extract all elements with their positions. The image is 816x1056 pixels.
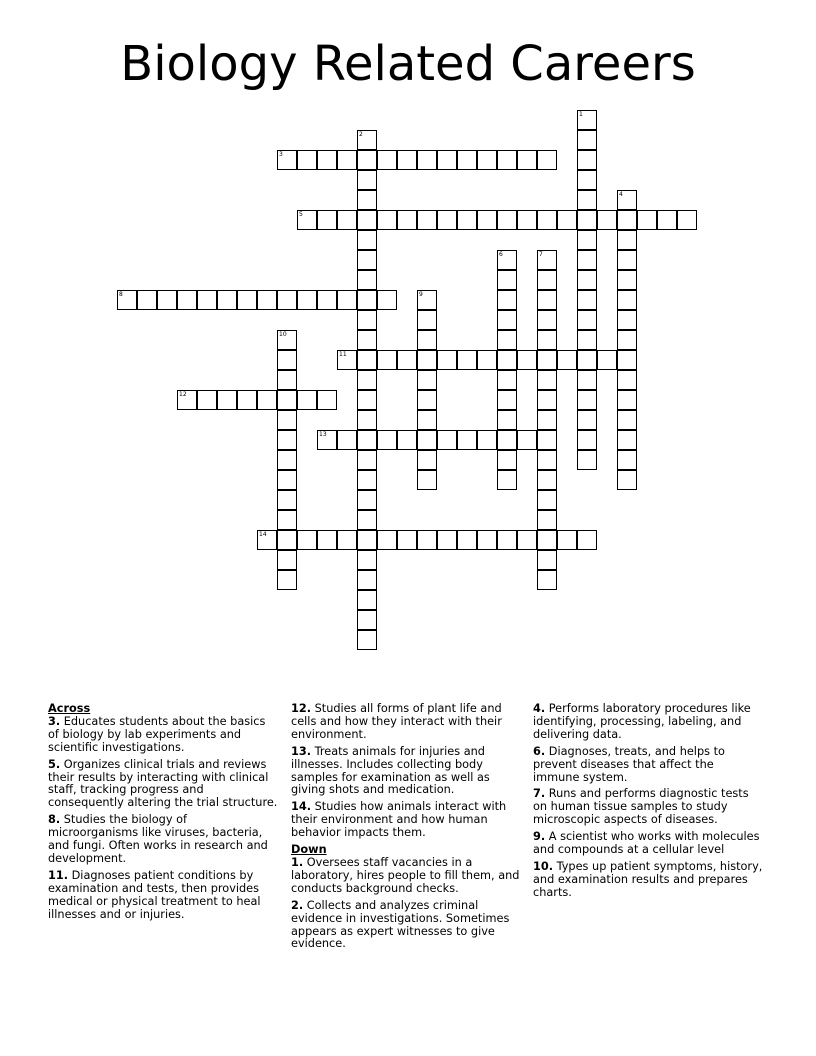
grid-cell[interactable] — [497, 250, 517, 270]
cell-number: 13 — [319, 431, 327, 438]
down-clue — [533, 861, 763, 900]
clue-number: 6. — [533, 744, 546, 758]
grid-cell[interactable] — [277, 570, 297, 590]
grid-cell[interactable] — [317, 210, 337, 230]
grid-cell[interactable] — [337, 350, 357, 370]
grid-cell[interactable] — [377, 150, 397, 170]
grid-cell[interactable] — [577, 370, 597, 390]
grid-cell[interactable] — [417, 290, 437, 310]
grid-cell[interactable] — [357, 150, 377, 170]
cell-number: 2 — [359, 131, 363, 138]
across-clue-list — [48, 716, 278, 922]
grid-cell[interactable] — [357, 490, 377, 510]
grid-cell[interactable] — [457, 530, 477, 550]
grid-cell[interactable] — [417, 530, 437, 550]
clues-column-2 — [291, 703, 521, 955]
grid-cell[interactable] — [537, 390, 557, 410]
grid-cell[interactable] — [617, 210, 637, 230]
cell-number: 3 — [279, 151, 283, 158]
grid-cell[interactable] — [357, 450, 377, 470]
grid-cell[interactable] — [617, 350, 637, 370]
grid-cell[interactable] — [617, 330, 637, 350]
grid-cell[interactable] — [217, 390, 237, 410]
grid-cell[interactable] — [317, 530, 337, 550]
clue-number: 9. — [533, 830, 546, 844]
cell-number: 4 — [619, 191, 623, 198]
grid-cell[interactable] — [497, 210, 517, 230]
clue-number: 3. — [48, 714, 61, 728]
grid-cell[interactable] — [217, 290, 237, 310]
grid-cell[interactable] — [437, 350, 457, 370]
grid-cell[interactable] — [557, 210, 577, 230]
grid-cell[interactable] — [337, 290, 357, 310]
grid-cell[interactable] — [357, 330, 377, 350]
grid-cell[interactable] — [497, 390, 517, 410]
grid-cell[interactable] — [497, 150, 517, 170]
down-clue — [291, 857, 521, 896]
grid-cell[interactable] — [277, 550, 297, 570]
grid-cell[interactable] — [517, 530, 537, 550]
grid-cell[interactable] — [317, 390, 337, 410]
grid-cell[interactable] — [517, 210, 537, 230]
grid-cell[interactable] — [177, 290, 197, 310]
grid-cell[interactable] — [577, 290, 597, 310]
cell-number: 10 — [279, 331, 287, 338]
grid-cell[interactable] — [277, 450, 297, 470]
grid-cell[interactable] — [457, 210, 477, 230]
grid-cell[interactable] — [537, 570, 557, 590]
cell-number: 1 — [579, 111, 583, 118]
clue-text: Organizes clinical trials and reviews their results by interacting with clinical staff, tracking progress and consequently altering the trial structure. — [48, 757, 278, 810]
grid-cell[interactable] — [397, 210, 417, 230]
grid-cell[interactable] — [357, 350, 377, 370]
grid-cell[interactable] — [537, 470, 557, 490]
grid-cell[interactable] — [417, 370, 437, 390]
grid-cell[interactable] — [377, 350, 397, 370]
clue-number: 10. — [533, 859, 554, 873]
grid-cell[interactable] — [397, 430, 417, 450]
grid-cell[interactable] — [297, 290, 317, 310]
grid-cell[interactable] — [477, 530, 497, 550]
clue-number: 12. — [291, 702, 312, 715]
clue-text: Performs laboratory procedures like identifying, processing, labeling, and delivering data. — [533, 702, 751, 741]
grid-cell[interactable] — [377, 430, 397, 450]
across-heading: Across — [48, 702, 91, 715]
grid-cell[interactable] — [577, 210, 597, 230]
grid-cell[interactable] — [517, 350, 537, 370]
clue-number: 13. — [291, 744, 312, 758]
clue-text: Studies how animals interact with their environment and how human behavior impacts them. — [291, 800, 507, 840]
grid-cell[interactable] — [497, 350, 517, 370]
grid-cell[interactable] — [537, 410, 557, 430]
grid-cell[interactable] — [437, 210, 457, 230]
clues-column-1 — [48, 703, 278, 926]
grid-cell[interactable] — [297, 150, 317, 170]
down-clue — [533, 746, 763, 785]
grid-cell[interactable] — [277, 290, 297, 310]
clue-number: 14. — [291, 800, 312, 814]
grid-cell[interactable] — [277, 510, 297, 530]
clue-number: 4. — [533, 702, 546, 715]
clue-text: Oversees staff vacancies in a laboratory, hires people to fill them, and conducts background checks. — [291, 855, 520, 895]
grid-cell[interactable] — [317, 150, 337, 170]
grid-cell[interactable] — [357, 370, 377, 390]
grid-cell[interactable] — [197, 390, 217, 410]
grid-cell[interactable] — [337, 430, 357, 450]
across-clue — [48, 759, 278, 811]
clue-text: Studies the biology of microorganisms like viruses, bacteria, and fungi. Often works in research and development. — [48, 813, 268, 865]
down-heading: Down — [291, 843, 327, 857]
grid-cell[interactable] — [277, 530, 297, 550]
grid-cell[interactable] — [617, 290, 637, 310]
cell-number: 8 — [119, 291, 123, 298]
grid-cell[interactable] — [437, 430, 457, 450]
grid-cell[interactable] — [677, 210, 697, 230]
down-clue — [533, 788, 763, 827]
grid-cell[interactable] — [617, 470, 637, 490]
grid-cell[interactable] — [577, 330, 597, 350]
grid-cell[interactable] — [497, 370, 517, 390]
grid-cell[interactable] — [357, 410, 377, 430]
grid-cell[interactable] — [397, 530, 417, 550]
grid-cell[interactable] — [477, 350, 497, 370]
grid-cell[interactable] — [337, 150, 357, 170]
grid-cell[interactable] — [277, 370, 297, 390]
clue-text: Collects and analyzes criminal evidence in investigations. Sometimes appears as expert witnesses to give evidence. — [291, 898, 510, 951]
grid-cell[interactable] — [577, 310, 597, 330]
grid-cell[interactable] — [577, 110, 597, 130]
grid-cell[interactable] — [237, 390, 257, 410]
grid-cell[interactable] — [577, 450, 597, 470]
clue-number: 1. — [291, 855, 304, 869]
clue-text: Diagnoses patient conditions by examination and tests, then provides medical or physical treatment to heal illnesses and or injuries. — [48, 868, 261, 921]
grid-cell[interactable] — [297, 390, 317, 410]
clue-text: Diagnoses, treats, and helps to prevent diseases that affect the immune system. — [533, 744, 725, 784]
grid-cell[interactable] — [637, 210, 657, 230]
grid-cell[interactable] — [617, 230, 637, 250]
grid-cell[interactable] — [577, 230, 597, 250]
grid-cell[interactable] — [277, 410, 297, 430]
grid-cell[interactable] — [537, 210, 557, 230]
grid-cell[interactable] — [537, 490, 557, 510]
grid-cell[interactable] — [277, 490, 297, 510]
grid-cell[interactable] — [557, 350, 577, 370]
grid-cell[interactable] — [357, 230, 377, 250]
grid-cell[interactable] — [257, 290, 277, 310]
grid-cell[interactable] — [337, 530, 357, 550]
clue-number: 2. — [291, 898, 304, 912]
grid-cell[interactable] — [357, 510, 377, 530]
cell-number: 14 — [259, 531, 267, 538]
grid-cell[interactable] — [577, 250, 597, 270]
grid-cell[interactable] — [457, 350, 477, 370]
grid-cell[interactable] — [497, 290, 517, 310]
grid-cell[interactable] — [157, 290, 177, 310]
grid-cell[interactable] — [537, 430, 557, 450]
grid-cell[interactable] — [357, 190, 377, 210]
grid-cell[interactable] — [617, 450, 637, 470]
grid-cell[interactable] — [457, 430, 477, 450]
grid-cell[interactable] — [537, 550, 557, 570]
grid-cell[interactable] — [437, 150, 457, 170]
grid-cell[interactable] — [417, 410, 437, 430]
grid-cell[interactable] — [117, 290, 137, 310]
grid-cell[interactable] — [617, 410, 637, 430]
cell-number: 7 — [539, 251, 543, 258]
cell-number: 12 — [179, 391, 187, 398]
grid-cell[interactable] — [537, 290, 557, 310]
grid-cell[interactable] — [497, 410, 517, 430]
grid-cell[interactable] — [517, 150, 537, 170]
grid-cell[interactable] — [537, 510, 557, 530]
grid-cell[interactable] — [617, 190, 637, 210]
grid-cell[interactable] — [577, 350, 597, 370]
clue-number: 11. — [48, 868, 69, 882]
across-clue — [291, 703, 521, 742]
down-clue — [533, 703, 763, 742]
grid-cell[interactable] — [277, 150, 297, 170]
grid-cell[interactable] — [357, 430, 377, 450]
grid-cell[interactable] — [277, 390, 297, 410]
grid-cell[interactable] — [517, 430, 537, 450]
grid-cell[interactable] — [257, 390, 277, 410]
grid-cell[interactable] — [497, 450, 517, 470]
grid-cell[interactable] — [297, 210, 317, 230]
clue-text: Runs and performs diagnostic tests on human tissue samples to study microscopic aspects of diseases. — [533, 787, 749, 827]
grid-cell[interactable] — [357, 310, 377, 330]
grid-cell[interactable] — [417, 390, 437, 410]
grid-cell[interactable] — [277, 430, 297, 450]
down-clue — [291, 900, 521, 952]
grid-cell[interactable] — [577, 150, 597, 170]
grid-cell[interactable] — [317, 430, 337, 450]
cell-number: 9 — [419, 291, 423, 298]
clue-text: Educates students about the basics of biology by lab experiments and scientific investigations. — [48, 714, 266, 754]
across-clue — [48, 716, 278, 755]
grid-cell[interactable] — [357, 550, 377, 570]
grid-cell[interactable] — [497, 470, 517, 490]
grid-cell[interactable] — [177, 390, 197, 410]
page-title: Biology Related Careers — [120, 36, 696, 92]
grid-cell[interactable] — [277, 330, 297, 350]
clue-number: 8. — [48, 813, 61, 827]
grid-cell[interactable] — [477, 210, 497, 230]
grid-cell[interactable] — [357, 210, 377, 230]
grid-cell[interactable] — [317, 290, 337, 310]
grid-cell[interactable] — [417, 310, 437, 330]
grid-cell[interactable] — [417, 350, 437, 370]
grid-cell[interactable] — [497, 270, 517, 290]
grid-cell[interactable] — [357, 570, 377, 590]
grid-cell[interactable] — [537, 310, 557, 330]
clue-text: Types up patient symptoms, history, and examination results and prepares charts. — [533, 859, 763, 899]
grid-cell[interactable] — [257, 530, 277, 550]
grid-cell[interactable] — [357, 170, 377, 190]
grid-cell[interactable] — [497, 330, 517, 350]
grid-cell[interactable] — [537, 150, 557, 170]
clue-text: Treats animals for injuries and illnesses. Includes collecting body samples for examination as well as giving shots and medication. — [291, 744, 490, 797]
grid-cell[interactable] — [537, 450, 557, 470]
grid-cell[interactable] — [617, 370, 637, 390]
grid-cell[interactable] — [417, 450, 437, 470]
grid-cell[interactable] — [277, 350, 297, 370]
grid-cell[interactable] — [537, 270, 557, 290]
grid-cell[interactable] — [497, 430, 517, 450]
grid-cell[interactable] — [337, 210, 357, 230]
down-clue-list-continued — [533, 703, 763, 900]
grid-cell[interactable] — [357, 130, 377, 150]
clue-number: 7. — [533, 787, 546, 801]
grid-cell[interactable] — [137, 290, 157, 310]
grid-cell[interactable] — [577, 170, 597, 190]
grid-cell[interactable] — [237, 290, 257, 310]
grid-cell[interactable] — [357, 390, 377, 410]
down-clue-list — [291, 857, 521, 951]
grid-cell[interactable] — [537, 530, 557, 550]
grid-cell[interactable] — [617, 310, 637, 330]
grid-cell[interactable] — [397, 350, 417, 370]
grid-cell[interactable] — [497, 530, 517, 550]
across-clue — [291, 801, 521, 840]
grid-cell[interactable] — [357, 470, 377, 490]
grid-cell[interactable] — [537, 350, 557, 370]
across-clue-list-continued — [291, 703, 521, 840]
cell-number: 5 — [299, 211, 303, 218]
grid-cell[interactable] — [597, 350, 617, 370]
grid-cell[interactable] — [377, 210, 397, 230]
grid-cell[interactable] — [417, 330, 437, 350]
grid-cell[interactable] — [357, 630, 377, 650]
grid-cell[interactable] — [617, 250, 637, 270]
grid-cell[interactable] — [277, 470, 297, 490]
grid-cell[interactable] — [417, 470, 437, 490]
clue-number: 5. — [48, 757, 61, 771]
grid-cell[interactable] — [297, 530, 317, 550]
grid-cell[interactable] — [357, 250, 377, 270]
grid-cell[interactable] — [557, 530, 577, 550]
grid-cell[interactable] — [577, 130, 597, 150]
grid-cell[interactable] — [577, 430, 597, 450]
grid-cell[interactable] — [477, 150, 497, 170]
grid-cell[interactable] — [497, 310, 517, 330]
grid-cell[interactable] — [457, 150, 477, 170]
grid-cell[interactable] — [357, 590, 377, 610]
grid-cell[interactable] — [377, 290, 397, 310]
grid-cell[interactable] — [617, 270, 637, 290]
clues-column-3 — [533, 703, 763, 904]
down-clue — [533, 831, 763, 857]
grid-cell[interactable] — [577, 270, 597, 290]
cell-number: 11 — [339, 351, 347, 358]
clue-text: A scientist who works with molecules and compounds at a cellular level — [533, 830, 760, 857]
grid-cell[interactable] — [477, 430, 497, 450]
clue-text: Studies all forms of plant life and cells and how they interact with their environment. — [291, 702, 502, 741]
grid-cell[interactable] — [657, 210, 677, 230]
cell-number: 6 — [499, 251, 503, 258]
grid-cell[interactable] — [417, 210, 437, 230]
grid-cell[interactable] — [537, 330, 557, 350]
grid-cell[interactable] — [197, 290, 217, 310]
grid-cell[interactable] — [417, 430, 437, 450]
grid-cell[interactable] — [577, 190, 597, 210]
grid-cell[interactable] — [617, 430, 637, 450]
grid-cell[interactable] — [357, 270, 377, 290]
grid-cell[interactable] — [397, 150, 417, 170]
grid-cell[interactable] — [357, 530, 377, 550]
across-clue — [48, 814, 278, 866]
grid-cell[interactable] — [537, 250, 557, 270]
grid-cell[interactable] — [577, 410, 597, 430]
grid-cell[interactable] — [357, 610, 377, 630]
across-clue — [291, 746, 521, 798]
grid-cell[interactable] — [597, 210, 617, 230]
grid-cell[interactable] — [617, 390, 637, 410]
grid-cell[interactable] — [357, 290, 377, 310]
grid-cell[interactable] — [377, 530, 397, 550]
grid-cell[interactable] — [577, 530, 597, 550]
across-clue — [48, 870, 278, 922]
grid-cell[interactable] — [437, 530, 457, 550]
grid-cell[interactable] — [577, 390, 597, 410]
grid-cell[interactable] — [417, 150, 437, 170]
grid-cell[interactable] — [537, 370, 557, 390]
